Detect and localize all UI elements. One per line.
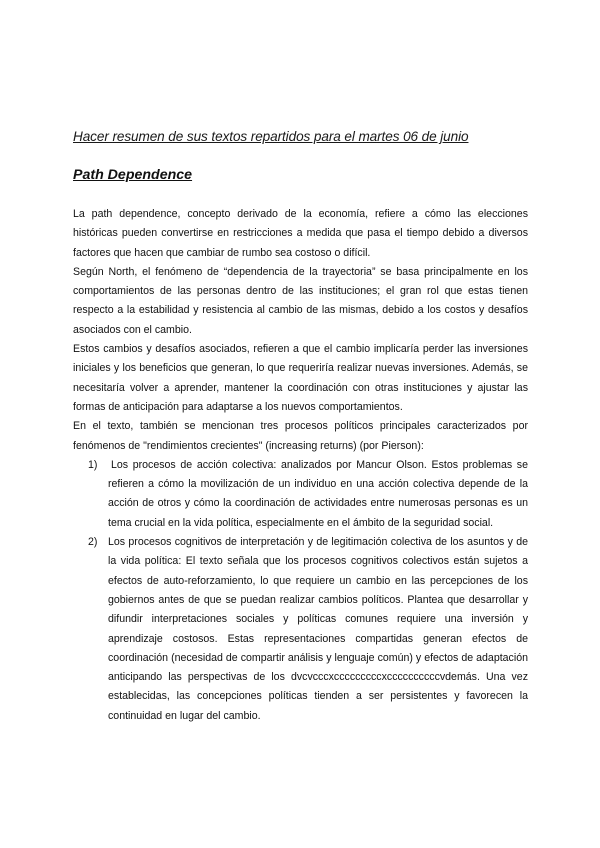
section-title: Path Dependence: [73, 167, 193, 183]
list-item: [73, 533, 528, 726]
numbered-list: [73, 456, 528, 726]
document-heading: Hacer resumen de sus textos repartidos para el martes 06 de junio: [73, 129, 469, 144]
list-item: [73, 456, 528, 533]
paragraph: En el texto, también se mencionan tres procesos políticos principales caracterizados por fenómenos de "rendimientos crecientes" (increasing returns) (por Pierson):: [73, 420, 528, 452]
list-item-number: 1): [88, 458, 98, 471]
list-item-number: 2): [88, 536, 98, 549]
list-item-text: Los procesos cognitivos de interpretación y de legitimación colectiva de los asuntos y de la vida política: El texto señala que los procesos cognitivos colectivos están sujetos a efectos de auto-reforzamiento, lo que requiere un cambio en las percepciones de los gobiernos antes de que se puedan realizar cambios políticos. Plantea que desarrollar y difundir interpretaciones sociales y políticas comunes requiere una inversión y aprendizaje costosos. Estas representaciones compartidas generan efectos de coordinación (necesidad de compartir análisis y lenguaje común) y efectos de adaptación anticipando las perspectivas de los dvcvcccxcccccccccxccccccccccvdemás. Una vez establecidas, las concepciones políticas tienden a ser persistentes y favorecen la continuidad en lugar del cambio.: [108, 536, 528, 722]
list-item-text: Los procesos de acción colectiva: analizados por Mancur Olson. Estos problemas se refieren a cómo la movilización de un individuo en una acción colectiva depende de la acción de otros y cómo la coordinación de actividades entre numerosas personas es un tema crucial en la vida política, especialmente en el ámbito de la seguridad social.: [108, 458, 528, 529]
paragraph: Según North, el fenómeno de “dependencia de la trayectoria” se basa principalmente en los comportamientos de las personas dentro de las instituciones; el gran rol que estas tienen respecto a la estabilidad y resistencia al cambio de las mismas, debido a los costos y desafíos asociados con el cambio.: [73, 265, 528, 336]
paragraph: La path dependence, concepto derivado de la economía, refiere a cómo las elecciones históricas pueden convertirse en restricciones a medida que pasa el tiempo debido a diversos factores que hacen que cambiar de rumbo sea costoso o difícil.: [73, 208, 528, 259]
paragraph: Estos cambios y desafíos asociados, refieren a que el cambio implicaría perder las inversiones iniciales y los beneficios que generan, lo que requeriría realizar nuevas inversiones. Además, se necesitaría volver a aprender, mantener la coordinación con otras instituciones y ajustar las formas de anticipación para adaptarse a los nuevos comportamientos.: [73, 343, 528, 413]
document-body: [73, 205, 528, 726]
